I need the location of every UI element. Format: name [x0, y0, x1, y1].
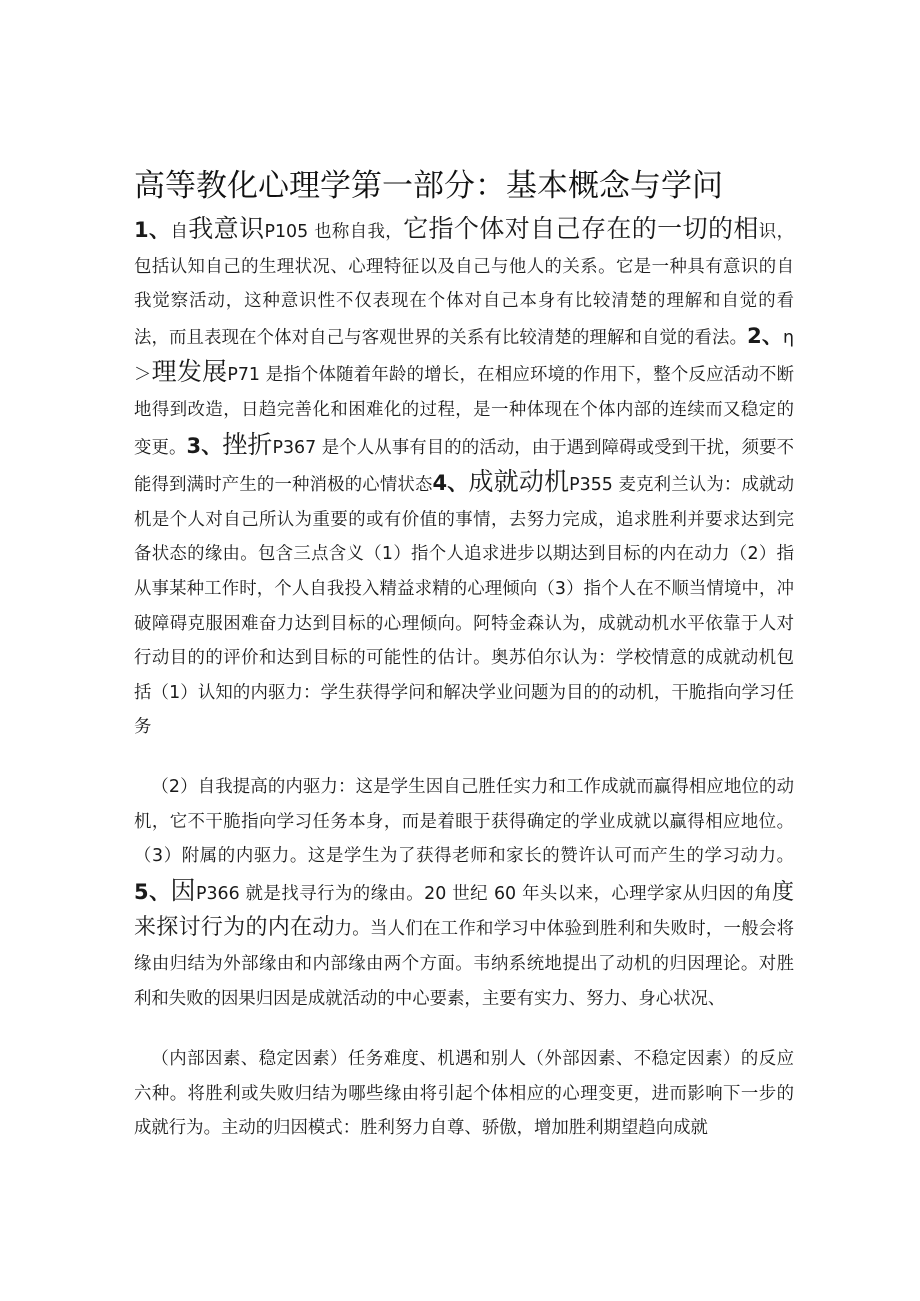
definition-5-body: 力。当人们在工作和学习中体验到胜利和失败时，一般会将缘由归结为外部缘由和内部缘由两个方面。韦纳系统地提出了动机的归因理论。对胜利和失败的因果归因是成就活动的中心要素，主要有实力、努力、身心状况、: [134, 919, 794, 1009]
term-frustration: 挫折: [222, 429, 273, 459]
definition-2: P71 是指个体随着年龄的增长，在相应环境的作用下，整个反应活动不断地得到改造，日趋完善化和困难化的过程，是一种体现在个体内部的连续而又稳定的变更。: [134, 365, 794, 458]
definition-4: P355 麦克利兰认为：成就动机是个人对自己所认为重要的或有价值的事情，去努力完成，追求胜利并要求达到完备状态的缘由。包含三点含义（1）指个人追求进步以期达到目标的内在动力（2）指从事某种工作时，个人自我投入精益求精的心理倾向（3）指个人在不顺当情境中，冲破障碍克服困难奋力达到目标的心理倾向。阿特金森认为，成就动机水平依靠于人对行动目的的评价和达到目标的可能性的估计。奥苏伯尔认为：学校情意的成就动机包括（1）认知的内驱力：学生获得学问和解决学业问题为目的的动机，干脆指向学习任务: [134, 475, 794, 738]
item-number-2: 2、: [747, 323, 783, 348]
term-2-prefix: η＞: [134, 327, 794, 386]
term-achievement-motivation: 成就动机: [468, 467, 570, 497]
definition-5-emphasis: 度来探讨行为的内在动: [134, 879, 794, 941]
definition-3: P367 是个人从事有目的的活动，由于遇到障碍或受到干扰，须要不能得到满时产生的一种消极的心情状态: [134, 437, 794, 496]
term-psych-development: 理发展: [151, 357, 228, 387]
definition-1-emphasis: 它指个体对自己存在的一切的相: [403, 214, 759, 243]
item-number-3: 3、: [186, 433, 223, 458]
paragraph-2: [134, 770, 794, 1016]
term-attribution: 因: [170, 875, 196, 905]
drives-text: （2）自我提高的内驱力：这是学生因自己胜任实力和工作成就而赢得相应地位的动机，它不干脆指向学习任务本身，而是着眼于获得确定的学业成就以赢得相应地位。（3）附属的内驱力。这是学生为了获得老师和家长的赞许认可而产生的学习动力。: [134, 777, 794, 867]
definition-5-head: P366 就是找寻行为的缘由。20 世纪 60 年头以来，心理学家从归因的角: [196, 883, 772, 904]
paragraph-3: [134, 1042, 794, 1146]
definition-1-body: 识，包括认知自己的生理状况、心理特征以及自己与他人的关系。它是一种具有意识的自我觉察活动，这种意识性不仅表现在个体对自己本身有比较清楚的理解和自觉的看法，而且表现在个体对自己与客观世界的关系有比较清楚的理解和自觉的看法。: [134, 222, 794, 348]
item-number-4: 4、: [432, 471, 469, 496]
item-number-1: 1、: [134, 218, 171, 242]
term-self-awareness: 我意识: [188, 214, 265, 243]
item-number-5: 5、: [134, 879, 171, 904]
term-1-prefix: 自: [170, 222, 189, 242]
attribution-factors-text: （内部因素、稳定因素）任务难度、机遇和别人（外部因素、不稳定因素）的反应六种。将胜利或失败归结为哪些缘由将引起个体相应的心理变更，进而影响下一步的成就行为。主动的归因模式：胜利努力自尊、骄傲，增加胜利期望趋向成就: [134, 1049, 794, 1139]
document-title: 高等教化心理学第一部分：基本概念与学问: [134, 168, 723, 204]
definition-1-head: P105 也称自我，: [264, 222, 404, 242]
paragraph-1: [134, 212, 794, 745]
